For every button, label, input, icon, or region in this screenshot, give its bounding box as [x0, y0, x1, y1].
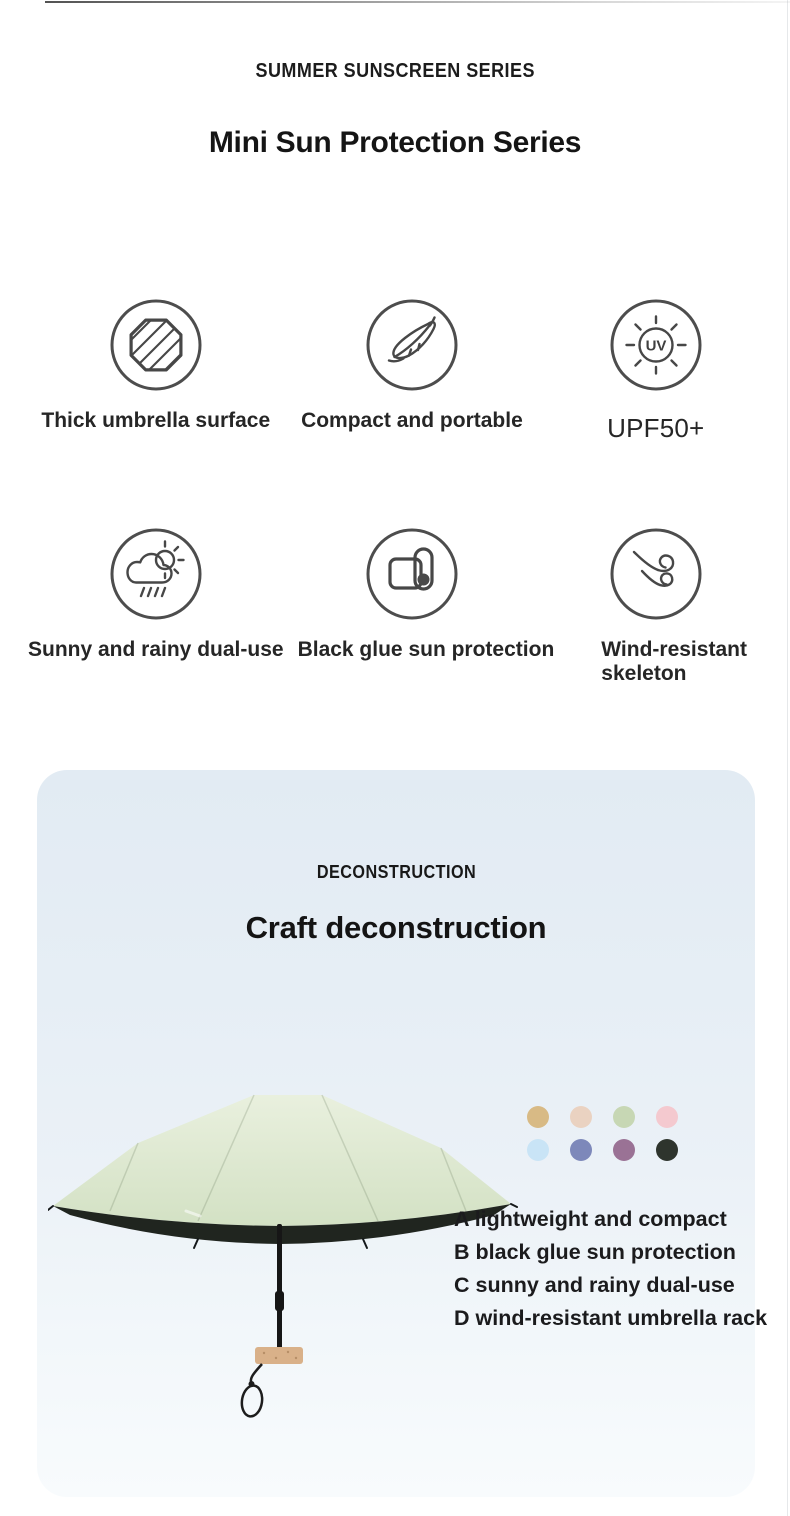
- umbrella-strap: [240, 1364, 264, 1418]
- feature-label: Sunny and rainy dual-use: [28, 637, 284, 661]
- scan-artifact-right-line: [787, 0, 788, 1516]
- feature-label: Black glue sun protection: [297, 637, 555, 661]
- scan-artifact-top-line: [45, 1, 790, 3]
- uv-text: UV: [645, 337, 667, 355]
- deconstruction-title: Craft deconstruction: [245, 910, 547, 945]
- sun-and-rain-cloud-icon: [108, 526, 204, 622]
- umbrella-handle: [255, 1347, 303, 1364]
- page-title: Mini Sun Protection Series: [208, 126, 582, 159]
- umbrella-pole-joint: [275, 1291, 284, 1311]
- swatch-blush: [570, 1106, 592, 1128]
- swatch-dark-green: [656, 1139, 678, 1161]
- deconstruction-panel: [37, 770, 768, 1497]
- umbrella-pole: [277, 1224, 282, 1350]
- swatch-sage-green: [613, 1106, 635, 1128]
- feature-label: Wind-resistant skeleton: [601, 637, 747, 685]
- feature-point-c: C sunny and rainy dual-use: [454, 1273, 735, 1297]
- swatch-pink: [656, 1106, 678, 1128]
- feature-wind-resistant: [540, 526, 771, 686]
- wind-gust-icon: [608, 526, 704, 622]
- feature-compact: [284, 297, 541, 444]
- deconstruction-eyebrow: [37, 862, 755, 883]
- feature-point-list: [454, 1203, 767, 1335]
- swatch-khaki: [527, 1106, 549, 1128]
- uv-sun-icon: [608, 297, 704, 393]
- series-eyebrow-text: SUMMER SUNSCREEN SERIES: [255, 60, 535, 82]
- feature-point-d: D wind-resistant umbrella rack: [454, 1306, 768, 1330]
- series-eyebrow: [0, 60, 790, 83]
- feature-dual-use: [28, 526, 284, 686]
- hatched-octagon-fabric-icon: [108, 297, 204, 393]
- umbrella-canopy: [53, 1095, 511, 1226]
- swatch-mauve: [613, 1139, 635, 1161]
- color-swatch-grid: [527, 1106, 678, 1161]
- feature-point-a: A lightweight and compact: [454, 1207, 727, 1231]
- feature-label: Thick umbrella surface: [41, 409, 271, 432]
- coating-roll-icon: [364, 526, 460, 622]
- feature-grid: [28, 297, 762, 686]
- deconstruction-eyebrow-text: DECONSTRUCTION: [316, 862, 476, 882]
- feather-icon: [364, 297, 460, 393]
- swatch-sky-blue: [527, 1139, 549, 1161]
- swatch-periwinkle: [570, 1139, 592, 1161]
- feature-upf50: [540, 297, 771, 444]
- feature-label: UPF50+: [607, 413, 705, 443]
- feature-black-glue: [284, 526, 555, 686]
- feature-thick-surface: [28, 297, 284, 444]
- feature-point-b: B black glue sun protection: [454, 1240, 736, 1264]
- feature-label: Compact and portable: [301, 409, 523, 432]
- umbrella-illustration: [48, 1085, 518, 1420]
